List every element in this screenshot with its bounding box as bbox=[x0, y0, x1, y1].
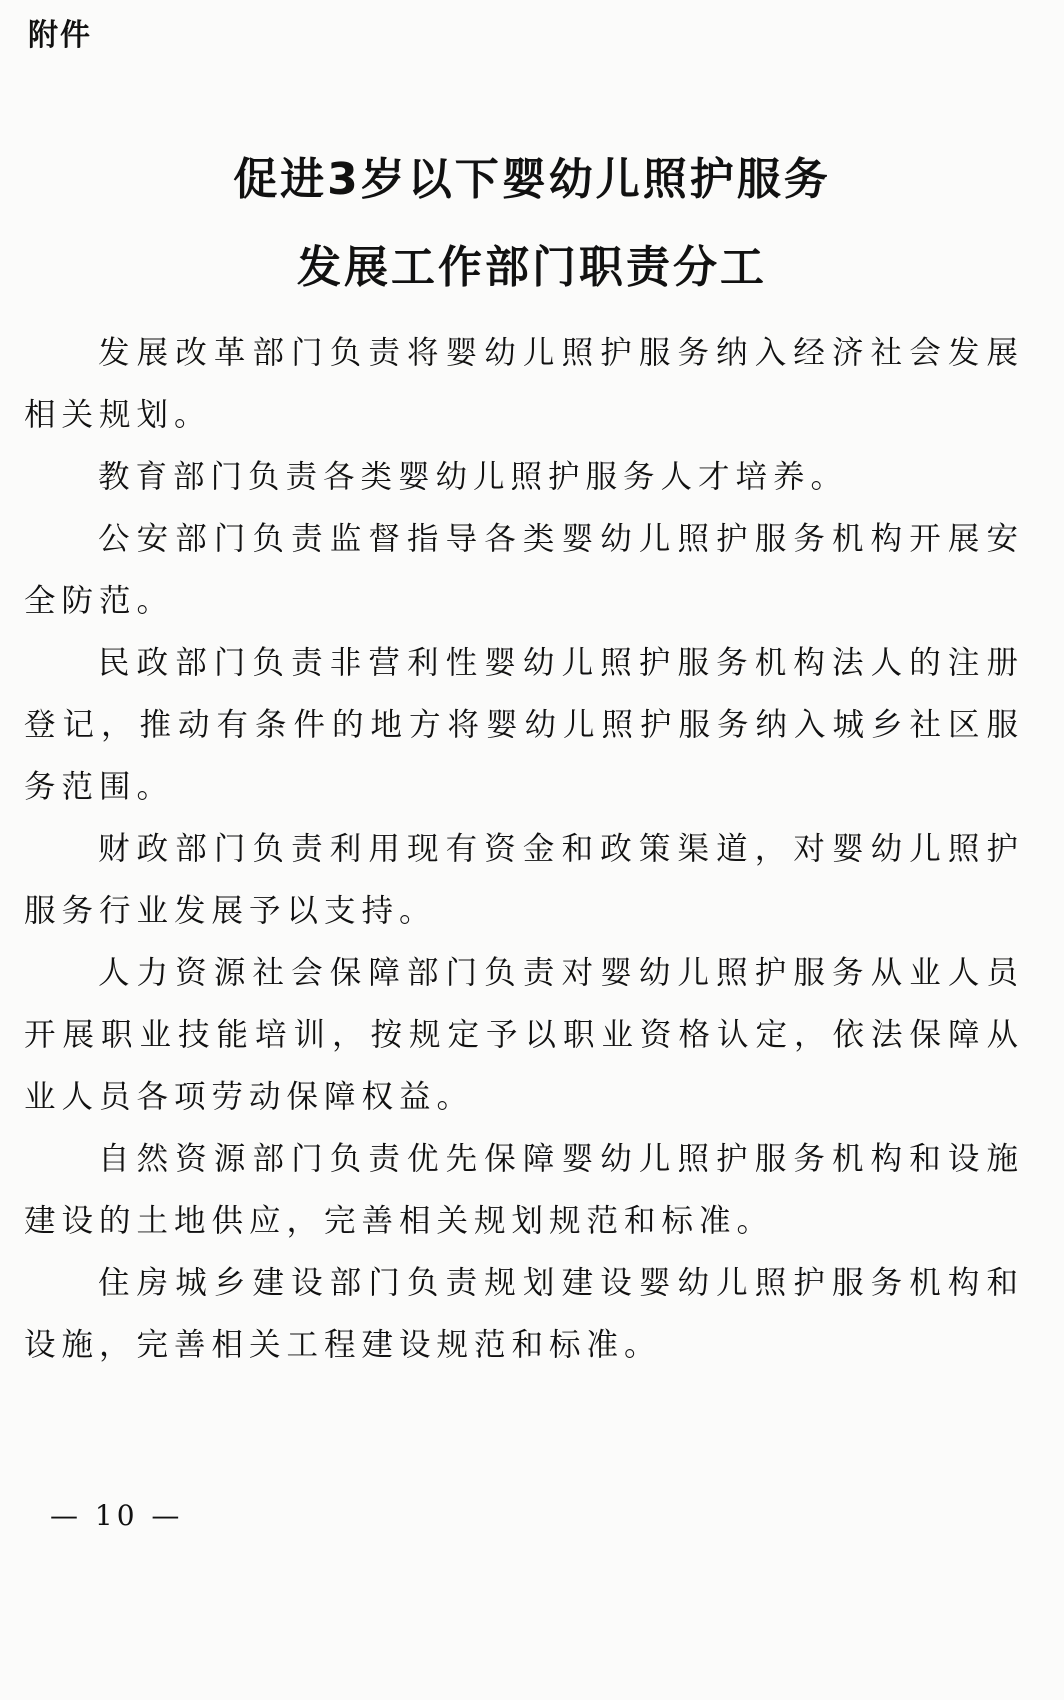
page-number: — 10 — bbox=[50, 1499, 184, 1532]
paragraph-public-security: 公安部门负责监督指导各类婴幼儿照护服务机构开展安全防范。 bbox=[24, 521, 1024, 619]
document-title-line-2: 发展工作部门职责分工 bbox=[297, 242, 767, 293]
document-title-line-1: 促进3岁以下婴幼儿照护服务 bbox=[233, 154, 831, 205]
paragraph-civil-affairs: 民政部门负责非营利性婴幼儿照护服务机构法人的注册登记，推动有条件的地方将婴幼儿照护服务纳入城乡社区服务范围。 bbox=[24, 645, 1024, 805]
paragraph-development-reform: 发展改革部门负责将婴幼儿照护服务纳入经济社会发展相关规划。 bbox=[24, 335, 1024, 433]
paragraph-finance: 财政部门负责利用现有资金和政策渠道，对婴幼儿照护服务行业发展予以支持。 bbox=[24, 831, 1024, 929]
paragraph-natural-resources: 自然资源部门负责优先保障婴幼儿照护服务机构和设施建设的土地供应，完善相关规划规范和标准。 bbox=[24, 1141, 1024, 1239]
paragraph-education: 教育部门负责各类婴幼儿照护服务人才培养。 bbox=[98, 459, 849, 495]
paragraph-human-resources: 人力资源社会保障部门负责对婴幼儿照护服务从业人员开展职业技能培训，按规定予以职业资格认定，依法保障从业人员各项劳动保障权益。 bbox=[24, 955, 1024, 1115]
attachment-label: 附件 bbox=[28, 18, 92, 53]
document-body bbox=[24, 322, 1024, 1376]
paragraph-housing-construction: 住房城乡建设部门负责规划建设婴幼儿照护服务机构和设施，完善相关工程建设规范和标准。 bbox=[24, 1265, 1024, 1363]
